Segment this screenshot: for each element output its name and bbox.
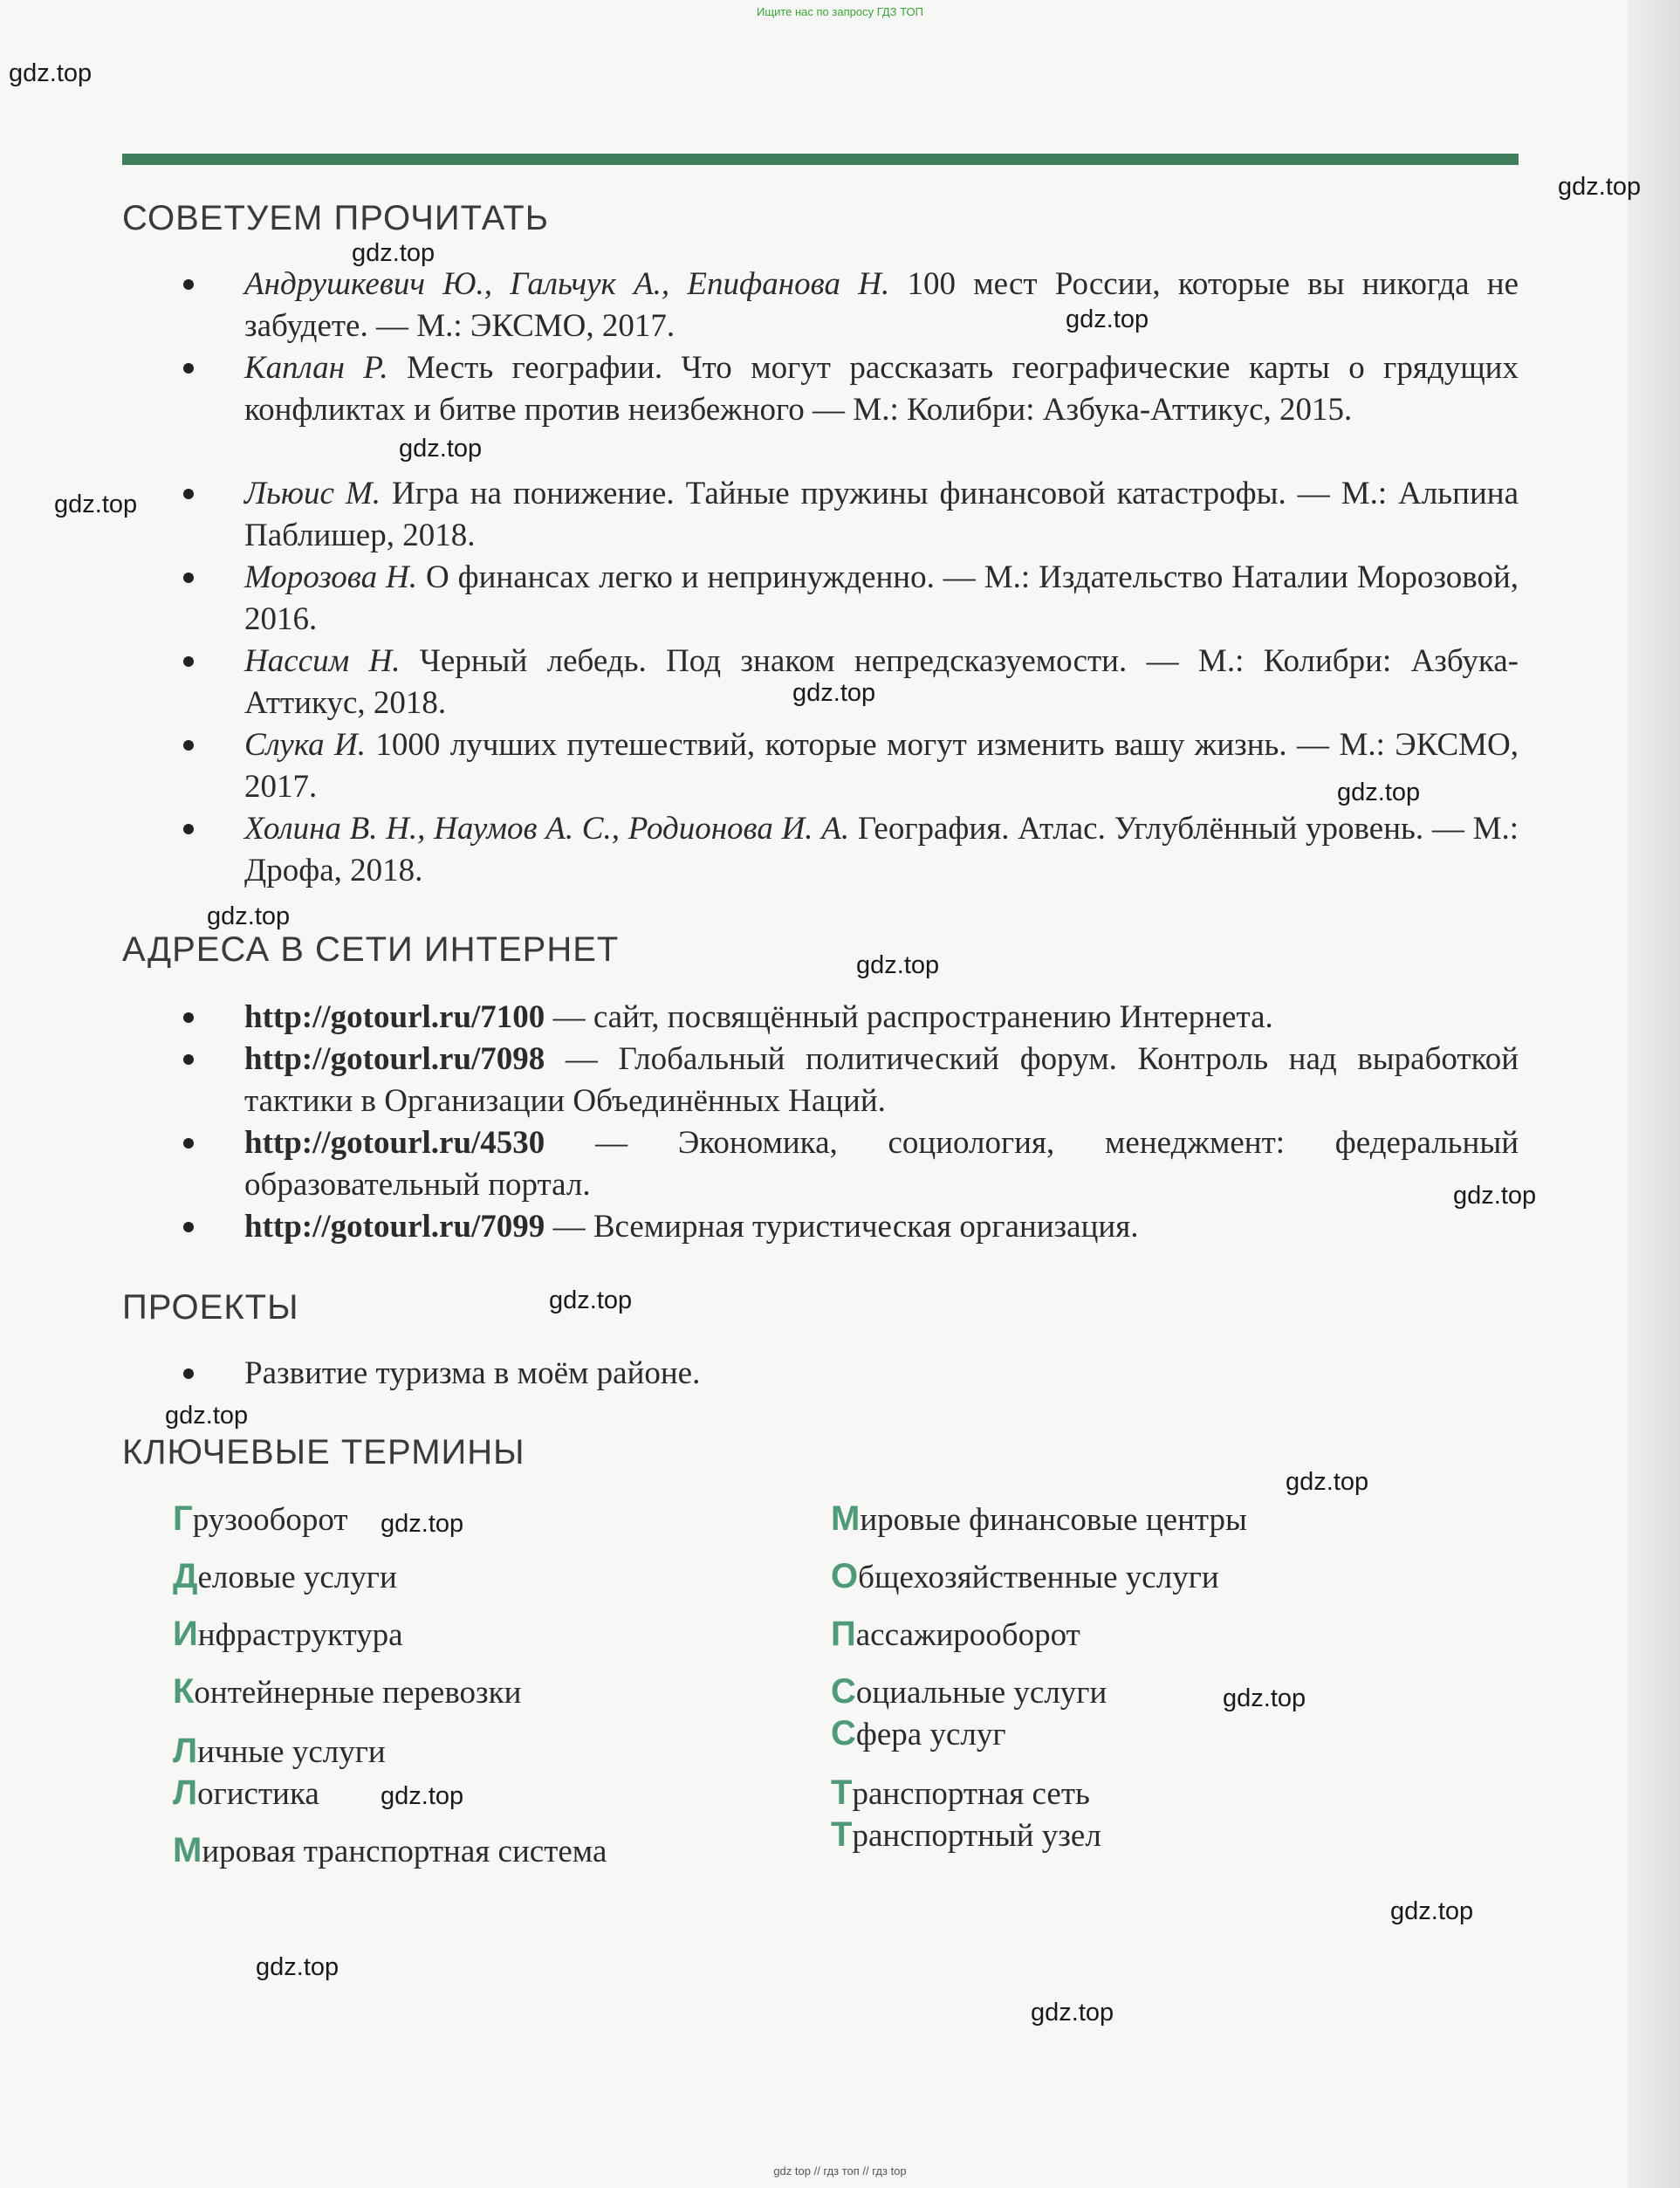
reading-list (183, 264, 1519, 892)
book-text: География. Атлас. Углублённый уровень. — М.: Дрофа, 2018. (244, 811, 1519, 888)
top-note: Ищите нас по запросу ГДЗ ТОП (757, 5, 923, 18)
terms-title: КЛЮЧЕВЫЕ ТЕРМИНЫ (122, 1433, 525, 1471)
watermark: gdz.top (549, 1286, 633, 1314)
list-item (183, 1039, 1519, 1122)
bullet-icon (183, 740, 194, 751)
term-item (173, 1557, 397, 1596)
book-author: Холина В. Н., Наумов А. С., Родионова И. А. (244, 811, 850, 847)
book-author: Морозова Н. (244, 559, 417, 595)
book-text: О финансах легко и непринужденно. — М.: Издательство Наталии Морозовой, 2016. (244, 559, 1519, 637)
term-initial: И (173, 1615, 198, 1653)
projects-title: ПРОЕКТЫ (122, 1288, 299, 1327)
term-item (831, 1557, 1219, 1596)
term-item (173, 1831, 607, 1870)
watermark: gdz.top (399, 435, 483, 463)
bullet-icon (183, 1222, 194, 1232)
link-url[interactable]: http://gotourl.ru/7098 (244, 1041, 545, 1077)
book-author: Андрушкевич Ю., Гальчук А., Епифанова Н. (244, 266, 890, 302)
watermark: gdz.top (1066, 305, 1149, 333)
term-initial: М (173, 1831, 202, 1869)
watermark: gdz.top (256, 1953, 339, 1981)
term-initial: Л (173, 1773, 198, 1812)
term-item (173, 1615, 403, 1654)
book-author: Слука И. (244, 727, 366, 763)
term-initial: Г (173, 1499, 193, 1538)
term-item (173, 1773, 319, 1813)
term-rest: фера услуг (855, 1717, 1006, 1752)
term-rest: бщехозяйственные услуги (858, 1560, 1219, 1595)
book-author: Льюис М. (244, 476, 381, 511)
term-rest: ировые финансовые центры (860, 1502, 1247, 1538)
term-rest: рузооборот (192, 1502, 348, 1538)
book-text: Черный лебедь. Под знаком непредсказуемости. — М.: Колибри: Азбука-Аттикус, 2018. (244, 643, 1519, 721)
internet-title: АДРЕСА В СЕТИ ИНТЕРНЕТ (122, 930, 620, 969)
term-initial: Д (173, 1557, 198, 1595)
watermark: gdz.top (207, 902, 291, 930)
watermark: gdz.top (381, 1782, 464, 1810)
term-item (831, 1714, 1006, 1753)
term-item (831, 1815, 1101, 1855)
list-item (183, 1353, 1519, 1395)
term-item (831, 1773, 1090, 1813)
list-item (183, 264, 1519, 347)
watermark: gdz.top (352, 239, 435, 267)
term-initial: К (173, 1672, 195, 1711)
bullet-icon (183, 279, 194, 290)
book-author: Каплан Р. (244, 350, 388, 386)
term-rest: оциальные услуги (855, 1675, 1107, 1711)
term-rest: ранспортный узел (852, 1818, 1101, 1854)
link-text: — Экономика, социология, менеджмент: федеральный образовательный портал. (244, 1125, 1519, 1203)
term-rest: онтейнерные перевозки (194, 1675, 522, 1711)
term-initial: М (831, 1499, 861, 1538)
term-rest: ировая транспортная система (202, 1834, 607, 1869)
book-text: 1000 лучших путешествий, которые могут изменить вашу жизнь. — М.: ЭКСМО, 2017. (244, 727, 1519, 805)
projects-list (183, 1353, 1519, 1395)
list-item (183, 1206, 1519, 1248)
watermark: gdz.top (165, 1402, 249, 1430)
list-item (183, 347, 1519, 473)
link-url[interactable]: http://gotourl.ru/7099 (244, 1209, 545, 1245)
book-text: 100 мест России, которые вы никогда не забудете. — М.: ЭКСМО, 2017. (244, 266, 1519, 344)
watermark: gdz.top (856, 951, 940, 979)
watermark: gdz.top (1390, 1897, 1474, 1925)
watermark: gdz.top (9, 59, 93, 87)
term-item (831, 1499, 1247, 1539)
term-rest: ассажирооборот (855, 1617, 1080, 1653)
link-text: — сайт, посвящённый распространению Интернета. (545, 999, 1273, 1035)
term-rest: огистика (197, 1776, 319, 1812)
term-initial: Т (831, 1815, 853, 1854)
bullet-icon (183, 573, 194, 583)
link-url[interactable]: http://gotourl.ru/4530 (244, 1125, 545, 1161)
watermark: gdz.top (54, 490, 138, 518)
bullet-icon (183, 363, 194, 374)
page-edge (1628, 0, 1680, 2188)
term-rest: ичные услуги (197, 1734, 386, 1770)
watermark: gdz.top (1031, 1999, 1114, 2027)
bullet-icon (183, 1054, 194, 1065)
bottom-note: gdz top // гдз топ // гдз top (773, 2164, 907, 2178)
watermark: gdz.top (792, 679, 876, 707)
bullet-icon (183, 656, 194, 667)
list-item (183, 1122, 1519, 1206)
bullet-icon (183, 1138, 194, 1149)
watermark: gdz.top (381, 1510, 464, 1538)
link-text: — Глобальный политический форум. Контроль над выработкой тактики в Организации Объединённых Наций. (244, 1041, 1519, 1119)
list-item (183, 997, 1519, 1039)
reading-title: СОВЕТУЕМ ПРОЧИТАТЬ (122, 199, 549, 237)
link-text: — Всемирная туристическая организация. (545, 1209, 1139, 1245)
bullet-icon (183, 824, 194, 834)
term-initial: С (831, 1672, 856, 1711)
list-item (183, 557, 1519, 641)
term-item (173, 1732, 386, 1771)
project-text: Развитие туризма в моём районе. (244, 1355, 701, 1391)
term-initial: С (831, 1714, 856, 1752)
bullet-icon (183, 1012, 194, 1023)
watermark: gdz.top (1337, 778, 1421, 806)
watermark: gdz.top (1558, 173, 1642, 201)
link-url[interactable]: http://gotourl.ru/7100 (244, 999, 545, 1035)
term-item (831, 1615, 1080, 1654)
term-initial: П (831, 1615, 856, 1653)
term-initial: О (831, 1557, 859, 1595)
list-item (183, 473, 1519, 557)
bullet-icon (183, 1368, 194, 1379)
term-initial: Л (173, 1732, 198, 1770)
term-item (173, 1499, 348, 1539)
term-item (831, 1672, 1107, 1711)
internet-list (183, 997, 1519, 1248)
section-rule (122, 154, 1519, 165)
list-item (183, 808, 1519, 892)
bullet-icon (183, 489, 194, 499)
term-rest: ранспортная сеть (852, 1776, 1090, 1812)
watermark: gdz.top (1286, 1468, 1369, 1496)
list-item (183, 724, 1519, 808)
book-author: Нассим Н. (244, 643, 401, 679)
term-initial: Т (831, 1773, 853, 1812)
watermark: gdz.top (1453, 1182, 1537, 1210)
watermark: gdz.top (1223, 1684, 1306, 1712)
term-rest: еловые услуги (197, 1560, 397, 1595)
term-item (173, 1672, 521, 1711)
book-text: Игра на понижение. Тайные пружины финансовой катастрофы. — М.: Альпина Паблишер, 2018. (244, 476, 1519, 553)
book-text: Месть географии. Что могут рассказать географические карты о грядущих конфликтах и битве против неизбежного — М.: Колибри: Азбука-Аттикус, 2015. (244, 350, 1519, 428)
term-rest: нфраструктура (197, 1617, 403, 1653)
